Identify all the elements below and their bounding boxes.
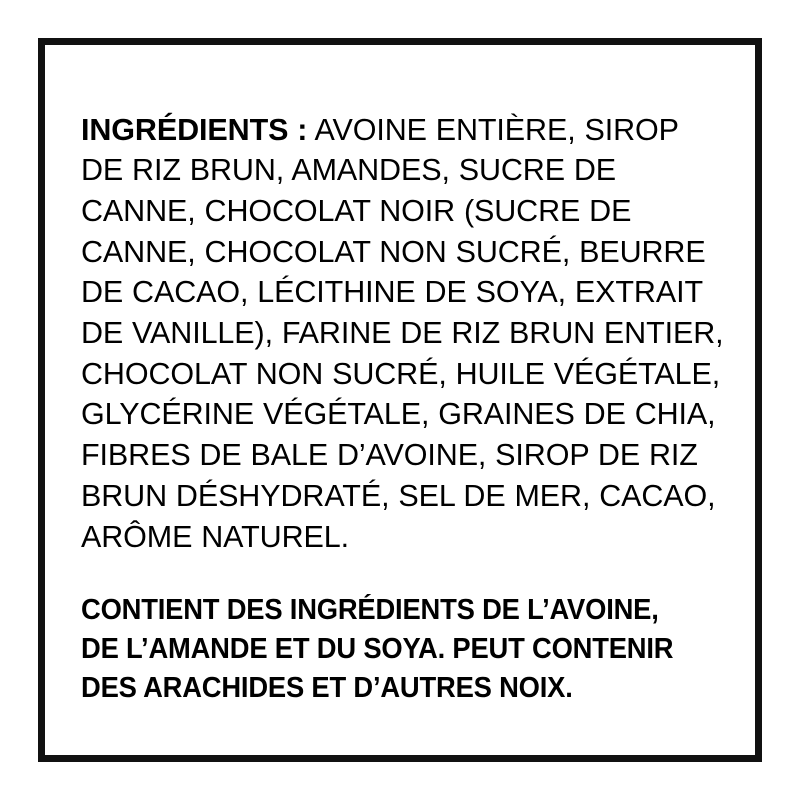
nutrition-label-panel xyxy=(38,38,762,762)
ingredients-list-text: AVOINE ENTIÈRE, SIROP DE RIZ BRUN, AMANDES, SUCRE DE CANNE, CHOCOLAT NOIR (SUCRE DE CANNE, CHOCOLAT NON SUCRÉ, BEURRE DE CACAO, LÉCITHINE DE SOYA, EXTRAIT DE VANILLE), FARINE DE RIZ BRUN ENTIER, CHOCOLAT NON SUCRÉ, HUILE VÉGÉTALE, GLYCÉRINE VÉGÉTALE, GRAINES DE CHIA, FIBRES DE BALE D’AVOINE, SIROP DE RIZ BRUN DÉSHYDRATÉ, SEL DE MER, CACAO, ARÔME NATUREL. xyxy=(81,112,724,554)
ingredients-heading: INGRÉDIENTS : xyxy=(81,112,308,147)
allergen-statement: CONTIENT DES INGRÉDIENTS DE L’AVOINE, DE L’AMANDE ET DU SOYA. PEUT CONTENIR DES ARACHIDES ET D’AUTRES NOIX. xyxy=(81,594,674,704)
ingredients-paragraph xyxy=(81,110,727,558)
label-content xyxy=(81,79,727,736)
